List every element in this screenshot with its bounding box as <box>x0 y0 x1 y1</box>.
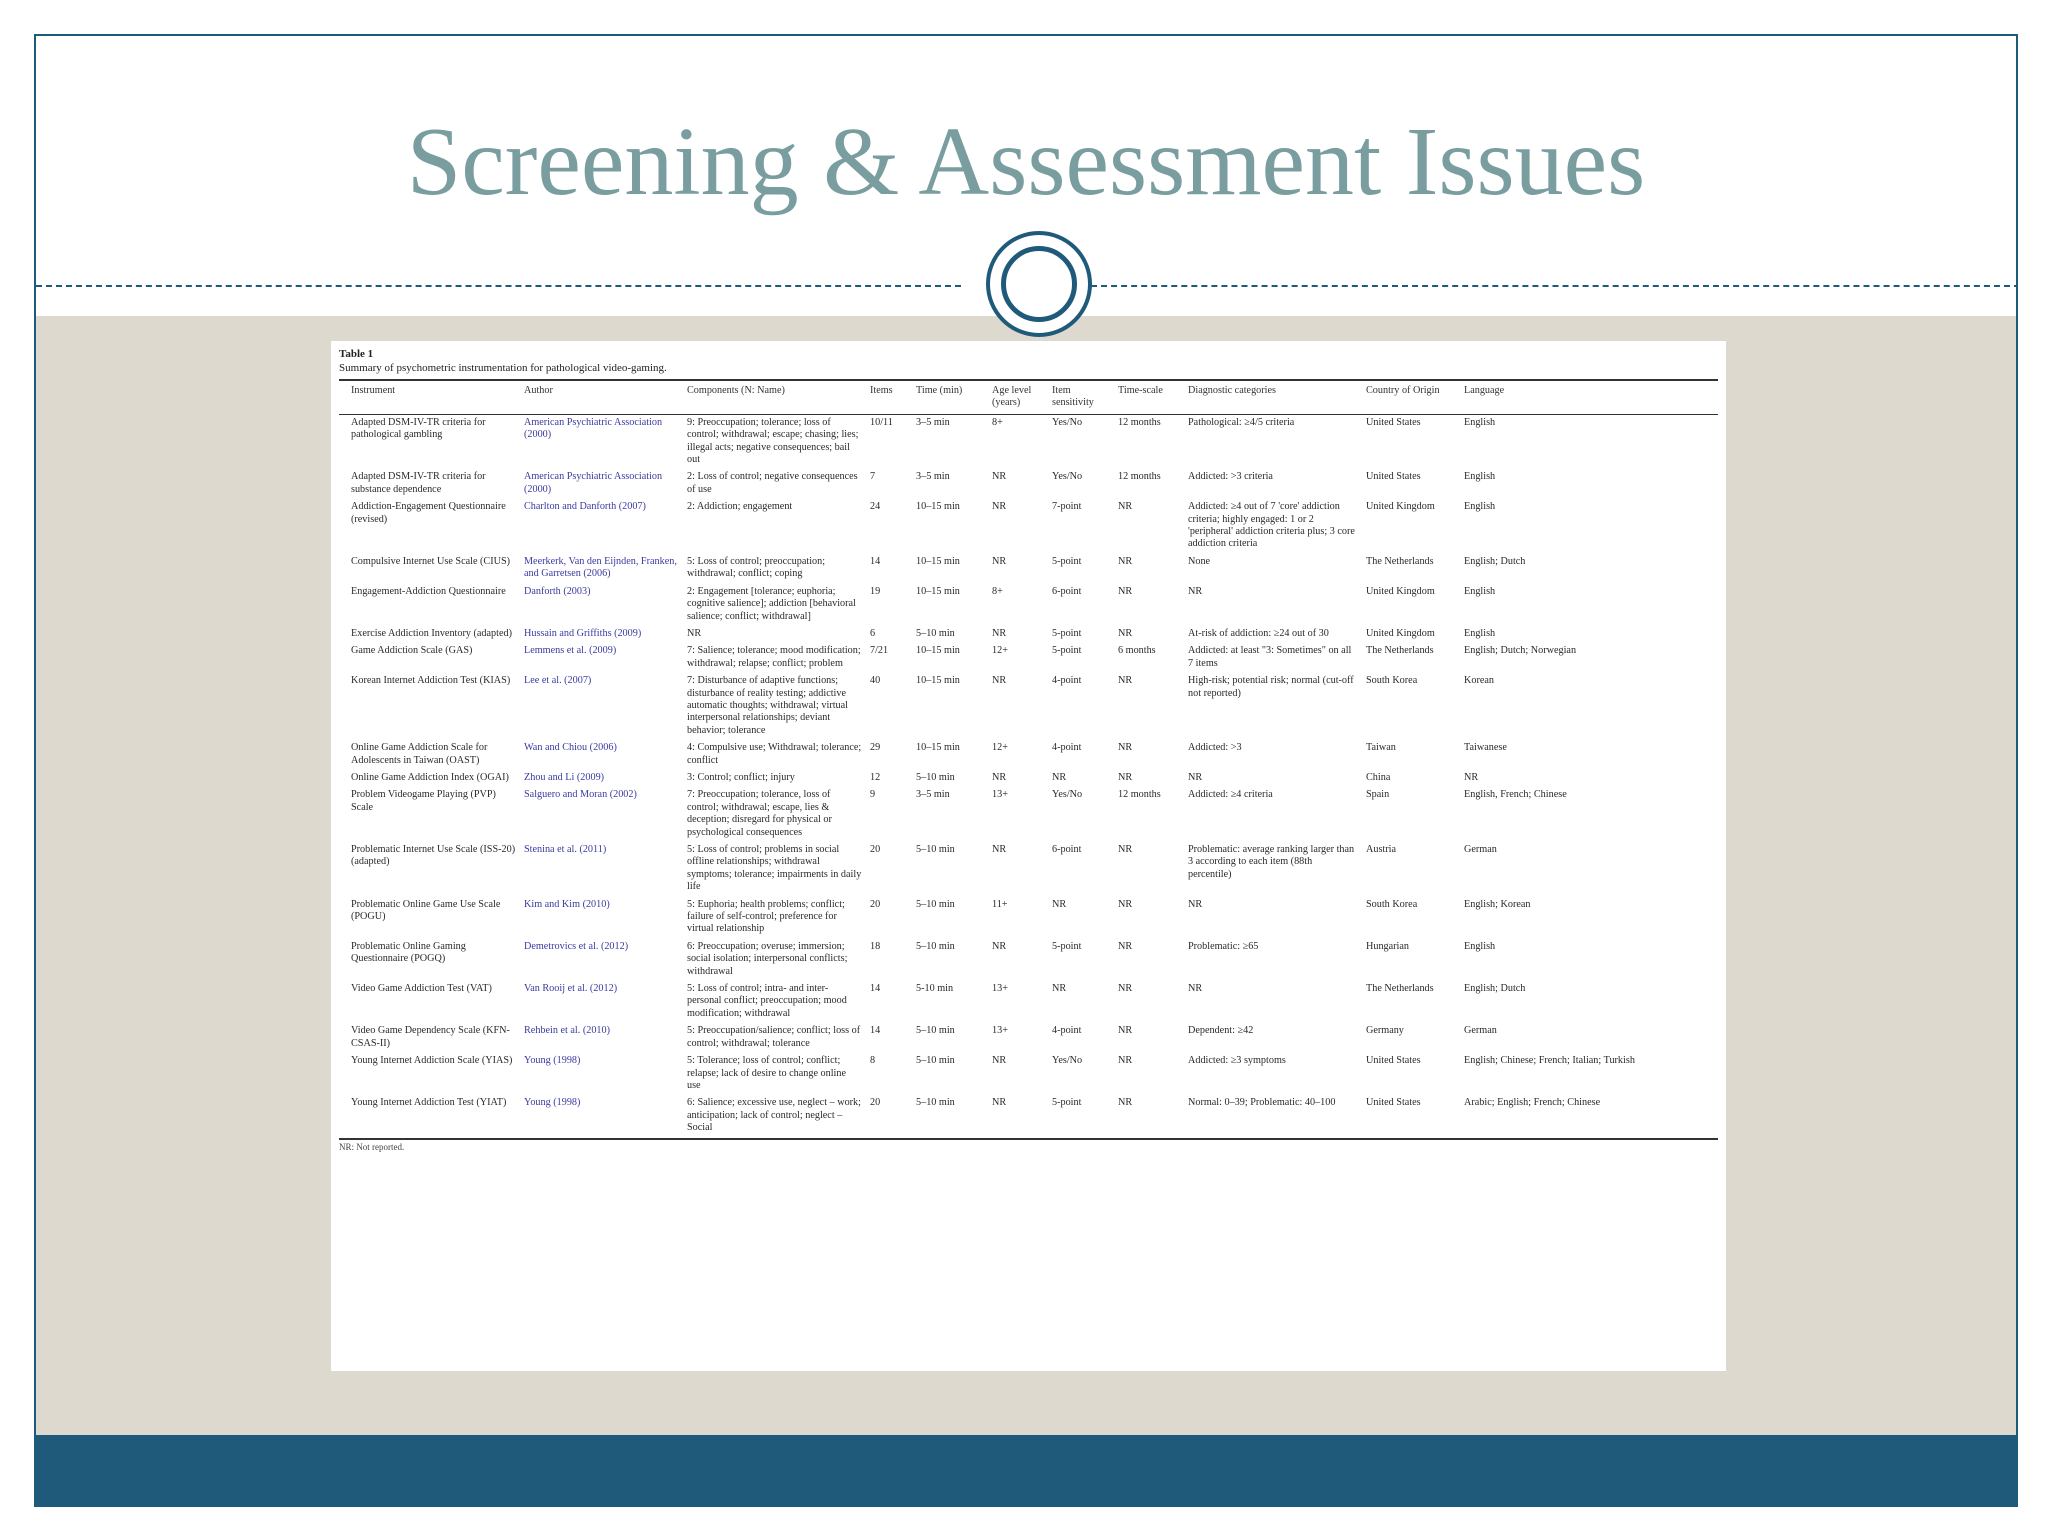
title-divider-left <box>36 285 961 287</box>
table-row <box>339 626 1718 643</box>
table-cell: 9 <box>870 789 876 801</box>
table-cell: Problematic Online Game Use Scale (POGU) <box>351 898 501 923</box>
table-row <box>339 469 1718 499</box>
table-cell: The Netherlands <box>1366 555 1434 567</box>
table-cell: Germany <box>1366 1025 1404 1037</box>
table-cell: 40 <box>870 675 881 687</box>
table-cell: 10/11 <box>870 416 893 428</box>
table-cell: NR <box>1118 585 1133 597</box>
table-cell: 5–10 min <box>916 940 955 952</box>
table-cell: English <box>1464 940 1496 952</box>
author-link: Demetrovics et al. (2012) <box>524 940 629 952</box>
author-link: Stenina et al. (2011) <box>524 844 607 855</box>
author-link: Rehbein et al. (2010) <box>524 1025 611 1037</box>
table-cell: 5-10 min <box>916 983 954 995</box>
table-cell: 5: Loss of control; preoccupation; withdrawal; conflict; coping <box>687 555 826 580</box>
table-cell: Adapted DSM-IV-TR criteria for pathological gambling <box>351 416 486 441</box>
table-row <box>339 981 1718 1023</box>
table-cell: Yes/No <box>1052 471 1083 483</box>
table-cell: Addicted: ≥4 criteria <box>1188 789 1273 801</box>
table-row <box>339 1095 1718 1138</box>
table-cell: 6: Preoccupation; overuse; immersion; social isolation; interpersonal conflicts; withdrawal <box>687 940 848 977</box>
table-cell: NR <box>992 555 1007 567</box>
table-cell: 5-point <box>1052 940 1082 952</box>
table-cell: China <box>1366 771 1391 783</box>
table-cell: 5-point <box>1052 555 1082 567</box>
slide <box>34 34 2018 1507</box>
table-cell: 3: Control; conflict; injury <box>687 771 795 783</box>
table-row <box>339 643 1718 673</box>
table-header-cell: Instrument <box>339 380 520 414</box>
table-cell: 7: Salience; tolerance; mood modification; withdrawal; relapse; conflict; problem <box>687 645 861 669</box>
table-header-cell: Items <box>866 380 912 414</box>
table-header-cell: Time (min) <box>912 380 988 414</box>
table-cell: None <box>1188 555 1211 567</box>
table-cell: United States <box>1366 1097 1421 1109</box>
table-cell: NR <box>1052 983 1067 995</box>
table-header-cell: Language <box>1460 380 1718 414</box>
table-cell: English; Chinese; French; Italian; Turkish <box>1464 1055 1635 1067</box>
table-cell: 5–10 min <box>916 1097 955 1109</box>
author-link: Meerkerk, Van den Eijnden, Franken, and Garretsen (2006) <box>524 555 677 580</box>
author-link: Lee et al. (2007) <box>524 675 592 687</box>
author-link: Danforth (2003) <box>524 585 591 597</box>
table-label: Table 1 <box>339 348 374 360</box>
table-cell: 20 <box>870 1097 881 1109</box>
table-cell: Video Game Addiction Test (VAT) <box>351 983 492 995</box>
table-cell: NR <box>687 627 702 639</box>
table-header-cell: Country of Origin <box>1362 380 1460 414</box>
table-cell: English; Korean <box>1464 898 1531 910</box>
table-cell: 5–10 min <box>916 771 955 783</box>
table-cell: 5: Preoccupation/salience; conflict; loss of control; withdrawal; tolerance <box>687 1025 861 1049</box>
table-cell: NR <box>1118 555 1133 567</box>
table-row <box>339 770 1718 787</box>
table-cell: 5: Loss of control; intra- and inter-personal conflict; preoccupation; mood modification; withdrawal <box>687 983 847 1019</box>
table-cell: English, French; Chinese <box>1464 789 1567 801</box>
table-cell: Video Game Dependency Scale (KFN-CSAS-II) <box>351 1025 510 1049</box>
author-link: American Psychiatric Association (2000) <box>524 416 663 441</box>
table-row <box>339 554 1718 584</box>
table-row <box>339 897 1718 939</box>
table-cell: The Netherlands <box>1366 645 1434 657</box>
table-cell: Taiwanese <box>1464 742 1507 754</box>
table-cell: NR <box>992 1097 1007 1109</box>
table-row <box>339 842 1718 897</box>
table-cell: NR <box>1188 983 1203 995</box>
table-cell: NR <box>1188 898 1203 910</box>
table-cell: 13+ <box>992 789 1008 801</box>
table-header-cell: Item sensitivity <box>1048 380 1114 414</box>
table-cell: 10–15 min <box>916 555 960 567</box>
table-cell: 7: Preoccupation; tolerance, loss of control; withdrawal; escape, lies & deception; disregard for physical or psychological consequences <box>687 789 832 838</box>
table-cell: Korean Internet Addiction Test (KIAS) <box>351 675 511 687</box>
table-cell: High-risk; potential risk; normal (cut-off not reported) <box>1188 675 1354 699</box>
table-cell: Korean <box>1464 675 1494 687</box>
table-cell: Problematic Online Gaming Questionnaire (POGQ) <box>351 940 466 965</box>
table-cell: 8+ <box>992 416 1003 428</box>
divider-ring-ornament <box>986 231 1092 337</box>
table-cell: NR <box>1118 898 1133 910</box>
table-cell: South Korea <box>1366 898 1418 910</box>
table-cell: 6-point <box>1052 844 1082 855</box>
table-cell: 5-point <box>1052 627 1082 639</box>
table-cell: NR <box>1118 983 1133 995</box>
table-cell: Young Internet Addiction Scale (YIAS) <box>351 1055 513 1067</box>
table-header-cell: Components (N: Name) <box>683 380 866 414</box>
table-cell: Addicted: ≥4 out of 7 'core' addiction criteria; highly engaged: 1 or 2 'peripheral' addiction criteria plus; 3 core addiction criteria <box>1188 501 1355 550</box>
table-header-cell: Diagnostic categories <box>1184 380 1362 414</box>
table-cell: English <box>1464 416 1496 428</box>
table-cell: United Kingdom <box>1366 501 1435 513</box>
table-caption: Summary of psychometric instrumentation for pathological video-gaming. <box>339 362 667 374</box>
author-link: Young (1998) <box>524 1097 581 1109</box>
author-link: Wan and Chiou (2006) <box>524 742 617 754</box>
psychometric-table <box>339 379 1718 1140</box>
table-cell: Dependent: ≥42 <box>1188 1025 1254 1037</box>
table-cell: 6-point <box>1052 585 1082 597</box>
table-cell: NR <box>992 1055 1007 1067</box>
table-cell: 8 <box>870 1055 876 1067</box>
table-cell: At-risk of addiction: ≥24 out of 30 <box>1188 627 1329 639</box>
table-cell: 5: Loss of control; problems in social offline relationships; withdrawal symptoms; tolerance; impairments in daily life <box>687 844 862 893</box>
table-cell: 14 <box>870 983 881 995</box>
table-cell: NR <box>1118 742 1133 754</box>
table-cell: 6: Salience; excessive use, neglect – work; anticipation; lack of control; neglect – Social <box>687 1097 861 1134</box>
table-row <box>339 584 1718 626</box>
table-cell: 18 <box>870 940 881 952</box>
author-link: Kim and Kim (2010) <box>524 898 610 910</box>
divider-ring-inner <box>1001 246 1077 322</box>
table-cell: Online Game Addiction Index (OGAI) <box>351 771 509 783</box>
table-cell: United States <box>1366 416 1421 428</box>
table-cell: 20 <box>870 844 881 855</box>
table-cell: 20 <box>870 898 881 910</box>
table-cell: 6 <box>870 627 876 639</box>
table-cell: Hungarian <box>1366 940 1409 952</box>
table-cell: 12 months <box>1118 471 1161 483</box>
table-header-cell: Author <box>520 380 683 414</box>
table-cell: 5-point <box>1052 645 1082 657</box>
table-cell: Compulsive Internet Use Scale (CIUS) <box>351 555 511 567</box>
table-cell: NR <box>1118 1055 1133 1067</box>
author-link: Young (1998) <box>524 1055 581 1067</box>
table-cell: 5–10 min <box>916 627 955 639</box>
table-cell: Online Game Addiction Scale for Adolescents in Taiwan (OAST) <box>351 742 488 766</box>
table-cell: 5-point <box>1052 1097 1082 1109</box>
table-cell: NR <box>1118 771 1133 783</box>
table-cell: Arabic; English; French; Chinese <box>1464 1097 1601 1109</box>
table-cell: Normal: 0–39; Problematic: 40–100 <box>1188 1097 1336 1109</box>
table-row <box>339 1023 1718 1053</box>
table-cell: German <box>1464 1025 1497 1037</box>
table-cell: NR <box>992 501 1007 513</box>
table-cell: 6 months <box>1118 645 1156 657</box>
table-header-cell: Age level (years) <box>988 380 1048 414</box>
table-row <box>339 939 1718 981</box>
footer-bar <box>36 1435 2016 1505</box>
table-cell: 5: Euphoria; health problems; conflict; failure of self-control; preference for virtual relationship <box>687 898 845 935</box>
table-cell: Yes/No <box>1052 416 1083 428</box>
table-cell: Problematic Internet Use Scale (ISS-20) (adapted) <box>351 844 516 868</box>
author-link: Salguero and Moran (2002) <box>524 789 637 801</box>
table-cell: Spain <box>1366 789 1390 801</box>
table-cell: NR <box>992 771 1007 783</box>
table-cell: 5–10 min <box>916 1025 955 1037</box>
table-cell: Young Internet Addiction Test (YIAT) <box>351 1097 507 1109</box>
table-cell: Engagement-Addiction Questionnaire <box>351 585 506 597</box>
table-cell: 12 <box>870 771 881 783</box>
table-cell: 3–5 min <box>916 789 950 801</box>
table-cell: English <box>1464 627 1496 639</box>
table-cell: Adapted DSM-IV-TR criteria for substance dependence <box>351 471 486 495</box>
table-cell: United Kingdom <box>1366 627 1435 639</box>
table-cell: NR <box>1118 627 1133 639</box>
table-cell: 4: Compulsive use; Withdrawal; tolerance; conflict <box>687 742 862 766</box>
table-cell: 9: Preoccupation; tolerance; loss of control; withdrawal; escape; chasing; lies; illegal acts; negative consequences; bail out <box>687 416 859 466</box>
table-cell: 4-point <box>1052 742 1082 754</box>
table-cell: NR <box>1118 675 1133 687</box>
table-cell: 24 <box>870 501 881 513</box>
table-cell: NR <box>1118 940 1133 952</box>
table-cell: 2: Addiction; engagement <box>687 501 793 513</box>
table-cell: Addicted: ≥3 symptoms <box>1188 1055 1286 1067</box>
table-row <box>339 787 1718 842</box>
table-cell: NR <box>1052 898 1067 910</box>
table-cell: NR <box>1118 501 1133 513</box>
table-cell: 4-point <box>1052 675 1082 687</box>
table-cell: 10–15 min <box>916 742 960 754</box>
table-cell: Addicted: >3 criteria <box>1188 471 1273 483</box>
table-cell: NR <box>992 844 1007 855</box>
table-cell: English <box>1464 501 1496 513</box>
table-cell: 3–5 min <box>916 416 950 428</box>
table-cell: 7 <box>870 471 876 483</box>
table-cell: 14 <box>870 555 881 567</box>
table-cell: 12 months <box>1118 416 1161 428</box>
table-cell: United States <box>1366 1055 1421 1067</box>
table-cell: English <box>1464 585 1496 597</box>
table-cell: Problematic: ≥65 <box>1188 940 1259 952</box>
table-cell: 13+ <box>992 983 1008 995</box>
table-cell: Taiwan <box>1366 742 1396 754</box>
table-cell: NR <box>992 675 1007 687</box>
table-cell: NR <box>992 627 1007 639</box>
table-cell: Addicted: at least "3: Sometimes" on all 7 items <box>1188 645 1352 669</box>
author-link: American Psychiatric Association (2000) <box>524 471 663 495</box>
table-row <box>339 673 1718 740</box>
table-cell: 5–10 min <box>916 898 955 910</box>
table-cell: 12+ <box>992 742 1008 754</box>
table-cell: English; Dutch <box>1464 983 1526 995</box>
table-cell: United States <box>1366 471 1421 483</box>
title-divider-right <box>1091 285 2018 287</box>
author-link: Hussain and Griffiths (2009) <box>524 627 642 639</box>
table-cell: 7-point <box>1052 501 1082 513</box>
table-cell: South Korea <box>1366 675 1418 687</box>
table-cell: NR <box>1188 771 1203 783</box>
table-cell: 12+ <box>992 645 1008 657</box>
table-cell: Yes/No <box>1052 789 1083 801</box>
table-cell: Yes/No <box>1052 1055 1083 1067</box>
table-cell: NR <box>1052 771 1067 783</box>
table-cell: NR <box>1118 1025 1133 1037</box>
table-row <box>339 499 1718 554</box>
table-cell: 2: Loss of control; negative consequences of use <box>687 471 858 495</box>
table-header-row <box>339 380 1718 414</box>
table-image <box>331 341 1726 1371</box>
author-link: Lemmens et al. (2009) <box>524 645 617 657</box>
table-cell: 5–10 min <box>916 1055 955 1067</box>
table-cell: Addicted: >3 <box>1188 742 1242 754</box>
table-cell: Exercise Addiction Inventory (adapted) <box>351 627 512 639</box>
table-cell: 7: Disturbance of adaptive functions; disturbance of reality testing; addictive automatic thoughts; withdrawal; virtual interpersonal relationships; deviant behavior; tolerance <box>687 675 848 736</box>
table-cell: 10–15 min <box>916 675 960 687</box>
table-cell: Addiction-Engagement Questionnaire (revised) <box>351 501 506 525</box>
table-row <box>339 1053 1718 1095</box>
table-cell: The Netherlands <box>1366 983 1434 995</box>
table-cell: 10–15 min <box>916 645 960 657</box>
table-cell: 19 <box>870 585 881 597</box>
table-cell: German <box>1464 844 1497 855</box>
table-footnote: NR: Not reported. <box>339 1141 405 1152</box>
author-link: Charlton and Danforth (2007) <box>524 501 646 513</box>
author-link: Van Rooij et al. (2012) <box>524 983 618 995</box>
table-cell: 29 <box>870 742 881 754</box>
table-cell: Game Addiction Scale (GAS) <box>351 645 473 657</box>
table-cell: Problematic: average ranking larger than 3 according to each item (88th percentile) <box>1188 844 1355 880</box>
table-cell: Austria <box>1366 844 1396 855</box>
table-cell: 3–5 min <box>916 471 950 483</box>
slide-title: Screening & Assessment Issues <box>406 108 1646 216</box>
table-cell: NR <box>1118 844 1133 855</box>
table-header-cell: Time-scale <box>1114 380 1184 414</box>
table-cell: 5–10 min <box>916 844 955 855</box>
table-cell: 5: Tolerance; loss of control; conflict; relapse; lack of desire to change online use <box>687 1055 846 1091</box>
table-cell: NR <box>1118 1097 1133 1109</box>
table-cell: English; Dutch; Norwegian <box>1464 645 1577 657</box>
table-cell: 2: Engagement [tolerance; euphoria; cognitive salience]; addiction [behavioral salience; conflict; withdrawal] <box>687 585 856 622</box>
table-cell: 12 months <box>1118 789 1161 801</box>
table-cell: Problem Videogame Playing (PVP) Scale <box>351 789 496 813</box>
table-cell: United Kingdom <box>1366 585 1435 597</box>
table-cell: 7/21 <box>870 645 889 657</box>
table-cell: English <box>1464 471 1496 483</box>
table-cell: 10–15 min <box>916 585 960 597</box>
table-cell: NR <box>992 940 1007 952</box>
table-body <box>339 414 1718 1138</box>
author-link: Zhou and Li (2009) <box>524 771 605 783</box>
table-cell: NR <box>1188 585 1203 597</box>
table-row <box>339 414 1718 469</box>
table-cell: 11+ <box>992 898 1008 910</box>
table-cell: English; Dutch <box>1464 555 1526 567</box>
table-cell: 8+ <box>992 585 1003 597</box>
table-row <box>339 740 1718 770</box>
table-cell: 10–15 min <box>916 501 960 513</box>
table-cell: NR <box>1464 771 1479 783</box>
table-cell: 14 <box>870 1025 881 1037</box>
table-cell: Pathological: ≥4/5 criteria <box>1188 416 1295 428</box>
table-cell: 4-point <box>1052 1025 1082 1037</box>
table-cell: 13+ <box>992 1025 1008 1037</box>
table-cell: NR <box>992 471 1007 483</box>
